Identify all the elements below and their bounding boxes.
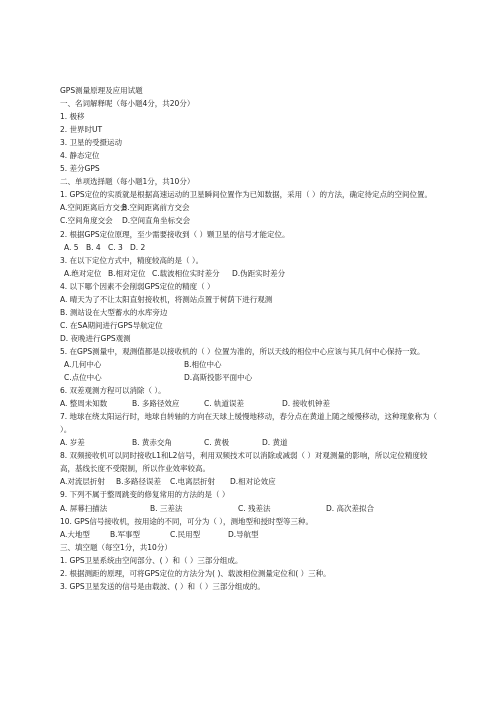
question-7: 7. 地球在绕太阳运行时，地球自转轴的方向在天球上缓慢地移动，春分点在黄道上随之缓慢移动，这种现象称为（ ）。 [60,412,438,435]
fill-blank-3: 3. GPS卫星发送的信号是由载波、( ）和（ ）三部分组成的。 [60,581,265,591]
option: C. 黄极 [204,438,230,448]
fill-blank-1: 1. GPS卫星系统由空间部分、( ）和（ ）三部分组成。 [60,555,243,565]
question-9-options [60,502,440,515]
question-10-options [60,528,440,541]
question-8: 8. 双频接收机可以同时接收L1和L2信号，利用双频技术可以消除或减弱（ ）对观测量的影响，所以定位精度较高，基线长度不受限制，所以作业效率较高。 [60,451,428,474]
question-6: 6. 双差观测方程可以消除（ ）。 [60,386,166,396]
question-7-options [60,436,440,449]
option: A.对流层折射 [60,477,105,487]
option: B.多路径误差 [116,477,162,487]
term-item: 1. 极移 [60,112,85,122]
option: D.空间直角坐标交会 [122,216,191,226]
option: A.大地型 [60,529,90,539]
question-5-options-row-1 [60,358,440,371]
option: A.空间距离后方交会 [60,203,128,213]
option: A. 5 [64,242,79,252]
option: A. 岁差 [60,438,85,448]
option: B.空间距离前方交会 [122,203,190,213]
option: B. 多路径效应 [132,399,180,409]
option: B.相对定位 [108,268,146,278]
term-item: 4. 静态定位 [60,151,100,161]
document-title: GPS测量原理及应用试题 [60,86,143,95]
option: D.高斯投影平面中心 [184,373,253,383]
question-9: 9. 下列不属于整周跳变的修复常用的方法的是（ ） [60,490,230,500]
question-2: 2. 根据GPS定位原理，至少需要接收到（ ）颗卫星的信号才能定位。 [60,229,290,239]
question-2-options [60,241,440,254]
question-10: 10. GPS信号接收机，按用途的不同，可分为（ ），测地型和授时型等三种。 [60,516,314,526]
document-content [60,84,440,593]
question-5: 5. 在GPS测量中，观测值都是以接收机的（ ）位置为准的，所以天线的相位中心应该与其几何中心保持一致。 [60,346,425,356]
option: C.载波相位实时差分 [152,268,220,278]
option: D.导航型 [228,529,259,539]
option: D. 夜晚进行GPS观测 [60,333,131,343]
option: A.几何中心 [64,359,102,369]
question-1: 1. GPS定位的实质就是根据高速运动的卫星瞬间位置作为已知数据，采用（ ）的方法，确定待定点的空间位置。 [60,190,433,200]
option: C.电离层折射 [170,477,216,487]
option: C. 在SA期间进行GPS导航定位 [60,320,163,330]
option: B.相位中心 [184,359,222,369]
option: B. 三差法 [150,503,183,513]
option: D. 高次差拟合 [326,503,375,513]
option: C.点位中心 [64,373,102,383]
option: C.空间角度交会 [60,216,113,226]
question-1-options-row-2 [60,214,440,227]
question-8-options [60,475,440,488]
question-4: 4. 以下哪个因素不会削弱GPS定位的精度（ ） [60,281,215,291]
question-3: 3. 在以下定位方式中，精度较高的是（ ）。 [60,255,204,265]
option: C. 3 [108,242,123,252]
option: B.军事型 [110,529,141,539]
question-5-options-row-2 [60,371,440,384]
option: A.绝对定位 [64,268,102,278]
option: B. 测站设在大型蓄水的水库旁边 [60,307,168,317]
term-item: 2. 世界时UT [60,125,103,135]
option: D.伪距实时差分 [232,268,286,278]
option: A. 屏幕扫描法 [60,503,108,513]
fill-blank-2: 2. 根据测距的原理，可将GPS定位的方法分为( )、载波相位测量定位和( ）三种。 [60,568,331,578]
option: D. 接收机钟差 [282,399,331,409]
question-3-options [60,267,440,280]
question-6-options [60,397,440,410]
term-item: 5. 差分GPS [60,164,100,174]
option: D. 黄道 [262,438,288,448]
option: B. 4 [86,242,101,252]
term-item: 3. 卫星的受摄运动 [60,138,123,148]
option: A. 晴天为了不让太阳直射接收机，将测站点置于树荫下进行观测 [60,294,273,304]
option: D. 2 [130,242,146,252]
section-2-heading: 二、单项选择题（每小题1分，共10分） [60,177,195,187]
option: D.相对论效应 [230,477,276,487]
option: C. 轨道误差 [204,399,245,409]
section-3-heading: 三、填空题（每空1分，共10分） [60,542,172,552]
option: A. 整周未知数 [60,399,108,409]
option: C.民用型 [170,529,201,539]
option: B. 黄赤交角 [132,438,172,448]
option: C. 残差法 [238,503,271,513]
question-1-options-row-1 [60,201,440,214]
section-1-heading: 一、名词解释呢（每小题4分，共20分） [60,99,195,109]
